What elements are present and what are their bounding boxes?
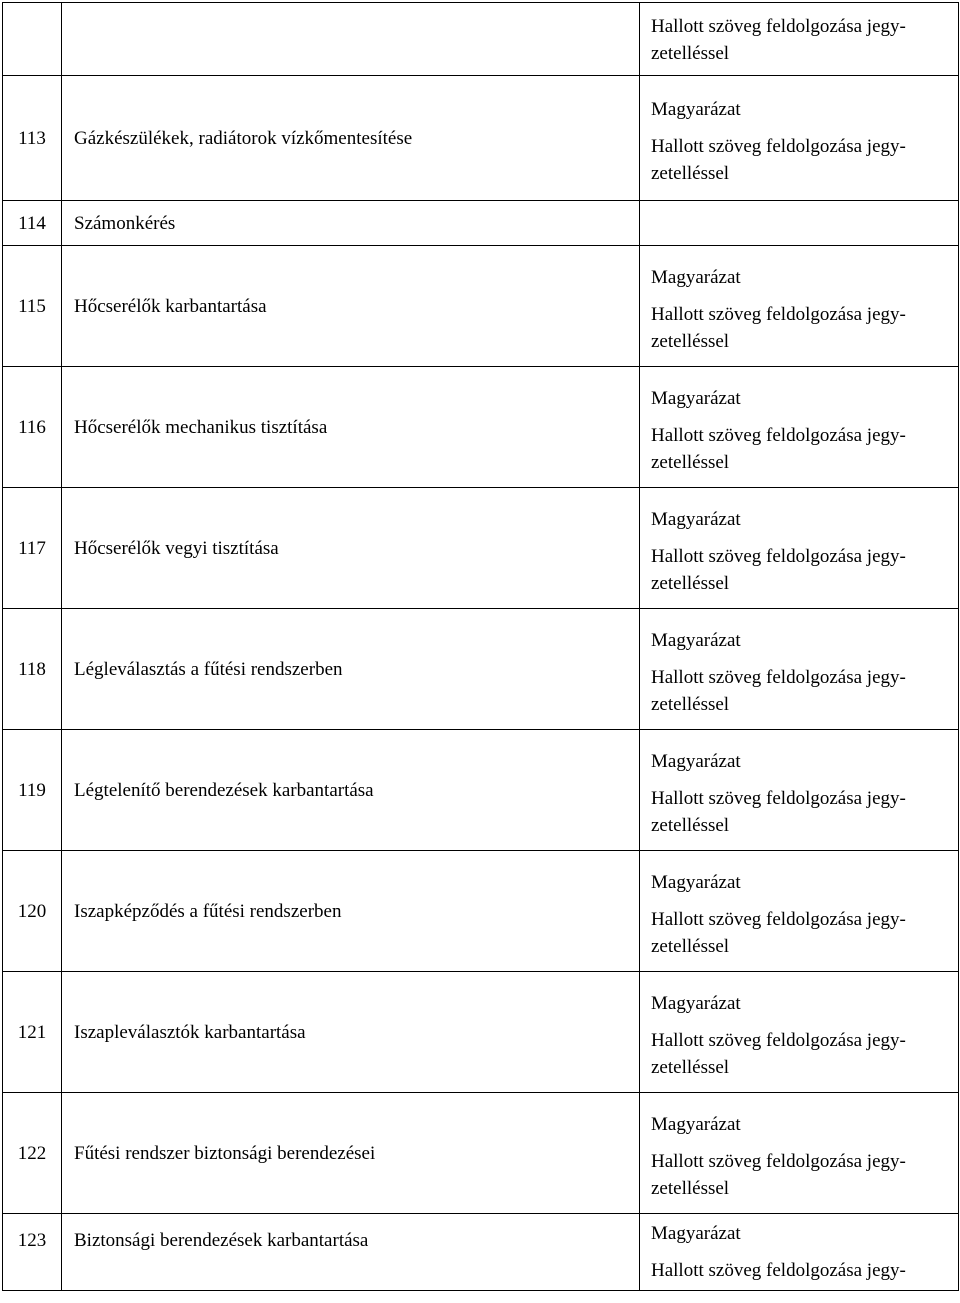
row-title: Fűtési rendszer biztonsági berendezései <box>62 1093 640 1214</box>
explanation-label: Magyarázat <box>651 98 741 120</box>
row-title: Számonkérés <box>62 201 640 246</box>
explanation-label: Magyarázat <box>651 871 741 893</box>
table-row <box>3 972 959 1093</box>
table-row <box>3 488 959 609</box>
explanation-label: Magyarázat <box>651 387 741 409</box>
note-line: Hallott szöveg feldolgozása jegy- <box>651 1029 906 1051</box>
table-row <box>3 1214 959 1291</box>
explanation-label: Magyarázat <box>651 629 741 651</box>
row-title: Hőcserélők karbantartása <box>62 246 640 367</box>
row-notes <box>640 972 959 1093</box>
note-line: Hallott szöveg feldolgozása jegy- <box>651 1150 906 1172</box>
note-line: zetelléssel <box>651 572 730 594</box>
row-notes <box>640 3 959 76</box>
row-notes <box>640 1093 959 1214</box>
row-notes <box>640 609 959 730</box>
row-title: Iszapleválasztók karbantartása <box>62 972 640 1093</box>
note-line: Hallott szöveg feldolgozása jegy- <box>651 787 906 809</box>
table-row <box>3 76 959 201</box>
explanation-label: Magyarázat <box>651 266 741 288</box>
note-line: Hallott szöveg feldolgozása jegy- <box>651 424 906 446</box>
row-number: 116 <box>3 367 62 488</box>
row-notes <box>640 488 959 609</box>
note-line: zetelléssel <box>651 451 730 473</box>
row-title: Légtelenítő berendezések karbantartása <box>62 730 640 851</box>
explanation-label: Magyarázat <box>651 992 741 1014</box>
note-line: Hallott szöveg feldolgozása jegy- <box>651 303 906 325</box>
note-line: zetelléssel <box>651 1056 730 1078</box>
note-line: Hallott szöveg feldolgozása jegy- <box>651 1260 906 1281</box>
row-title: Hőcserélők mechanikus tisztítása <box>62 367 640 488</box>
table-row <box>3 730 959 851</box>
note-line: Hallott szöveg feldolgozása jegy- <box>651 135 906 157</box>
row-number: 123 <box>3 1214 62 1291</box>
note-line: Hallott szöveg feldolgozása jegy- <box>651 666 906 688</box>
row-notes <box>640 246 959 367</box>
row-number: 113 <box>3 76 62 201</box>
row-number <box>3 3 62 76</box>
row-title: Légleválasztás a fűtési rendszerben <box>62 609 640 730</box>
table-row <box>3 851 959 972</box>
row-notes <box>640 851 959 972</box>
explanation-label: Magyarázat <box>651 508 741 530</box>
note-line: zetelléssel <box>651 330 730 352</box>
row-notes <box>640 201 959 246</box>
note-line: Hallott szöveg feldolgozása jegy- <box>651 16 906 37</box>
row-notes <box>640 1214 959 1291</box>
note-line: zetelléssel <box>651 814 730 836</box>
table-row <box>3 609 959 730</box>
table-row <box>3 367 959 488</box>
curriculum-table <box>2 2 959 1291</box>
table-row <box>3 246 959 367</box>
row-number: 122 <box>3 1093 62 1214</box>
note-line: zetelléssel <box>651 693 730 715</box>
note-line: Hallott szöveg feldolgozása jegy- <box>651 908 906 930</box>
table-row <box>3 201 959 246</box>
row-number: 119 <box>3 730 62 851</box>
row-number: 115 <box>3 246 62 367</box>
row-number: 121 <box>3 972 62 1093</box>
row-title: Hőcserélők vegyi tisztítása <box>62 488 640 609</box>
row-title: Biztonsági berendezések karbantartása <box>62 1214 640 1291</box>
note-line: zetelléssel <box>651 43 730 64</box>
table-row <box>3 1093 959 1214</box>
row-number: 114 <box>3 201 62 246</box>
note-line: zetelléssel <box>651 935 730 957</box>
explanation-label: Magyarázat <box>651 750 741 772</box>
row-notes <box>640 367 959 488</box>
row-title <box>62 3 640 76</box>
row-number: 117 <box>3 488 62 609</box>
note-line: zetelléssel <box>651 1177 730 1199</box>
note-line: Hallott szöveg feldolgozása jegy- <box>651 545 906 567</box>
row-notes <box>640 76 959 201</box>
explanation-label: Magyarázat <box>651 1113 741 1135</box>
row-title: Gázkészülékek, radiátorok vízkőmentesítése <box>62 76 640 201</box>
table-row <box>3 3 959 76</box>
row-notes <box>640 730 959 851</box>
row-title: Iszapképződés a fűtési rendszerben <box>62 851 640 972</box>
explanation-label: Magyarázat <box>651 1223 741 1244</box>
note-line: zetelléssel <box>651 162 730 184</box>
row-number: 118 <box>3 609 62 730</box>
row-number: 120 <box>3 851 62 972</box>
